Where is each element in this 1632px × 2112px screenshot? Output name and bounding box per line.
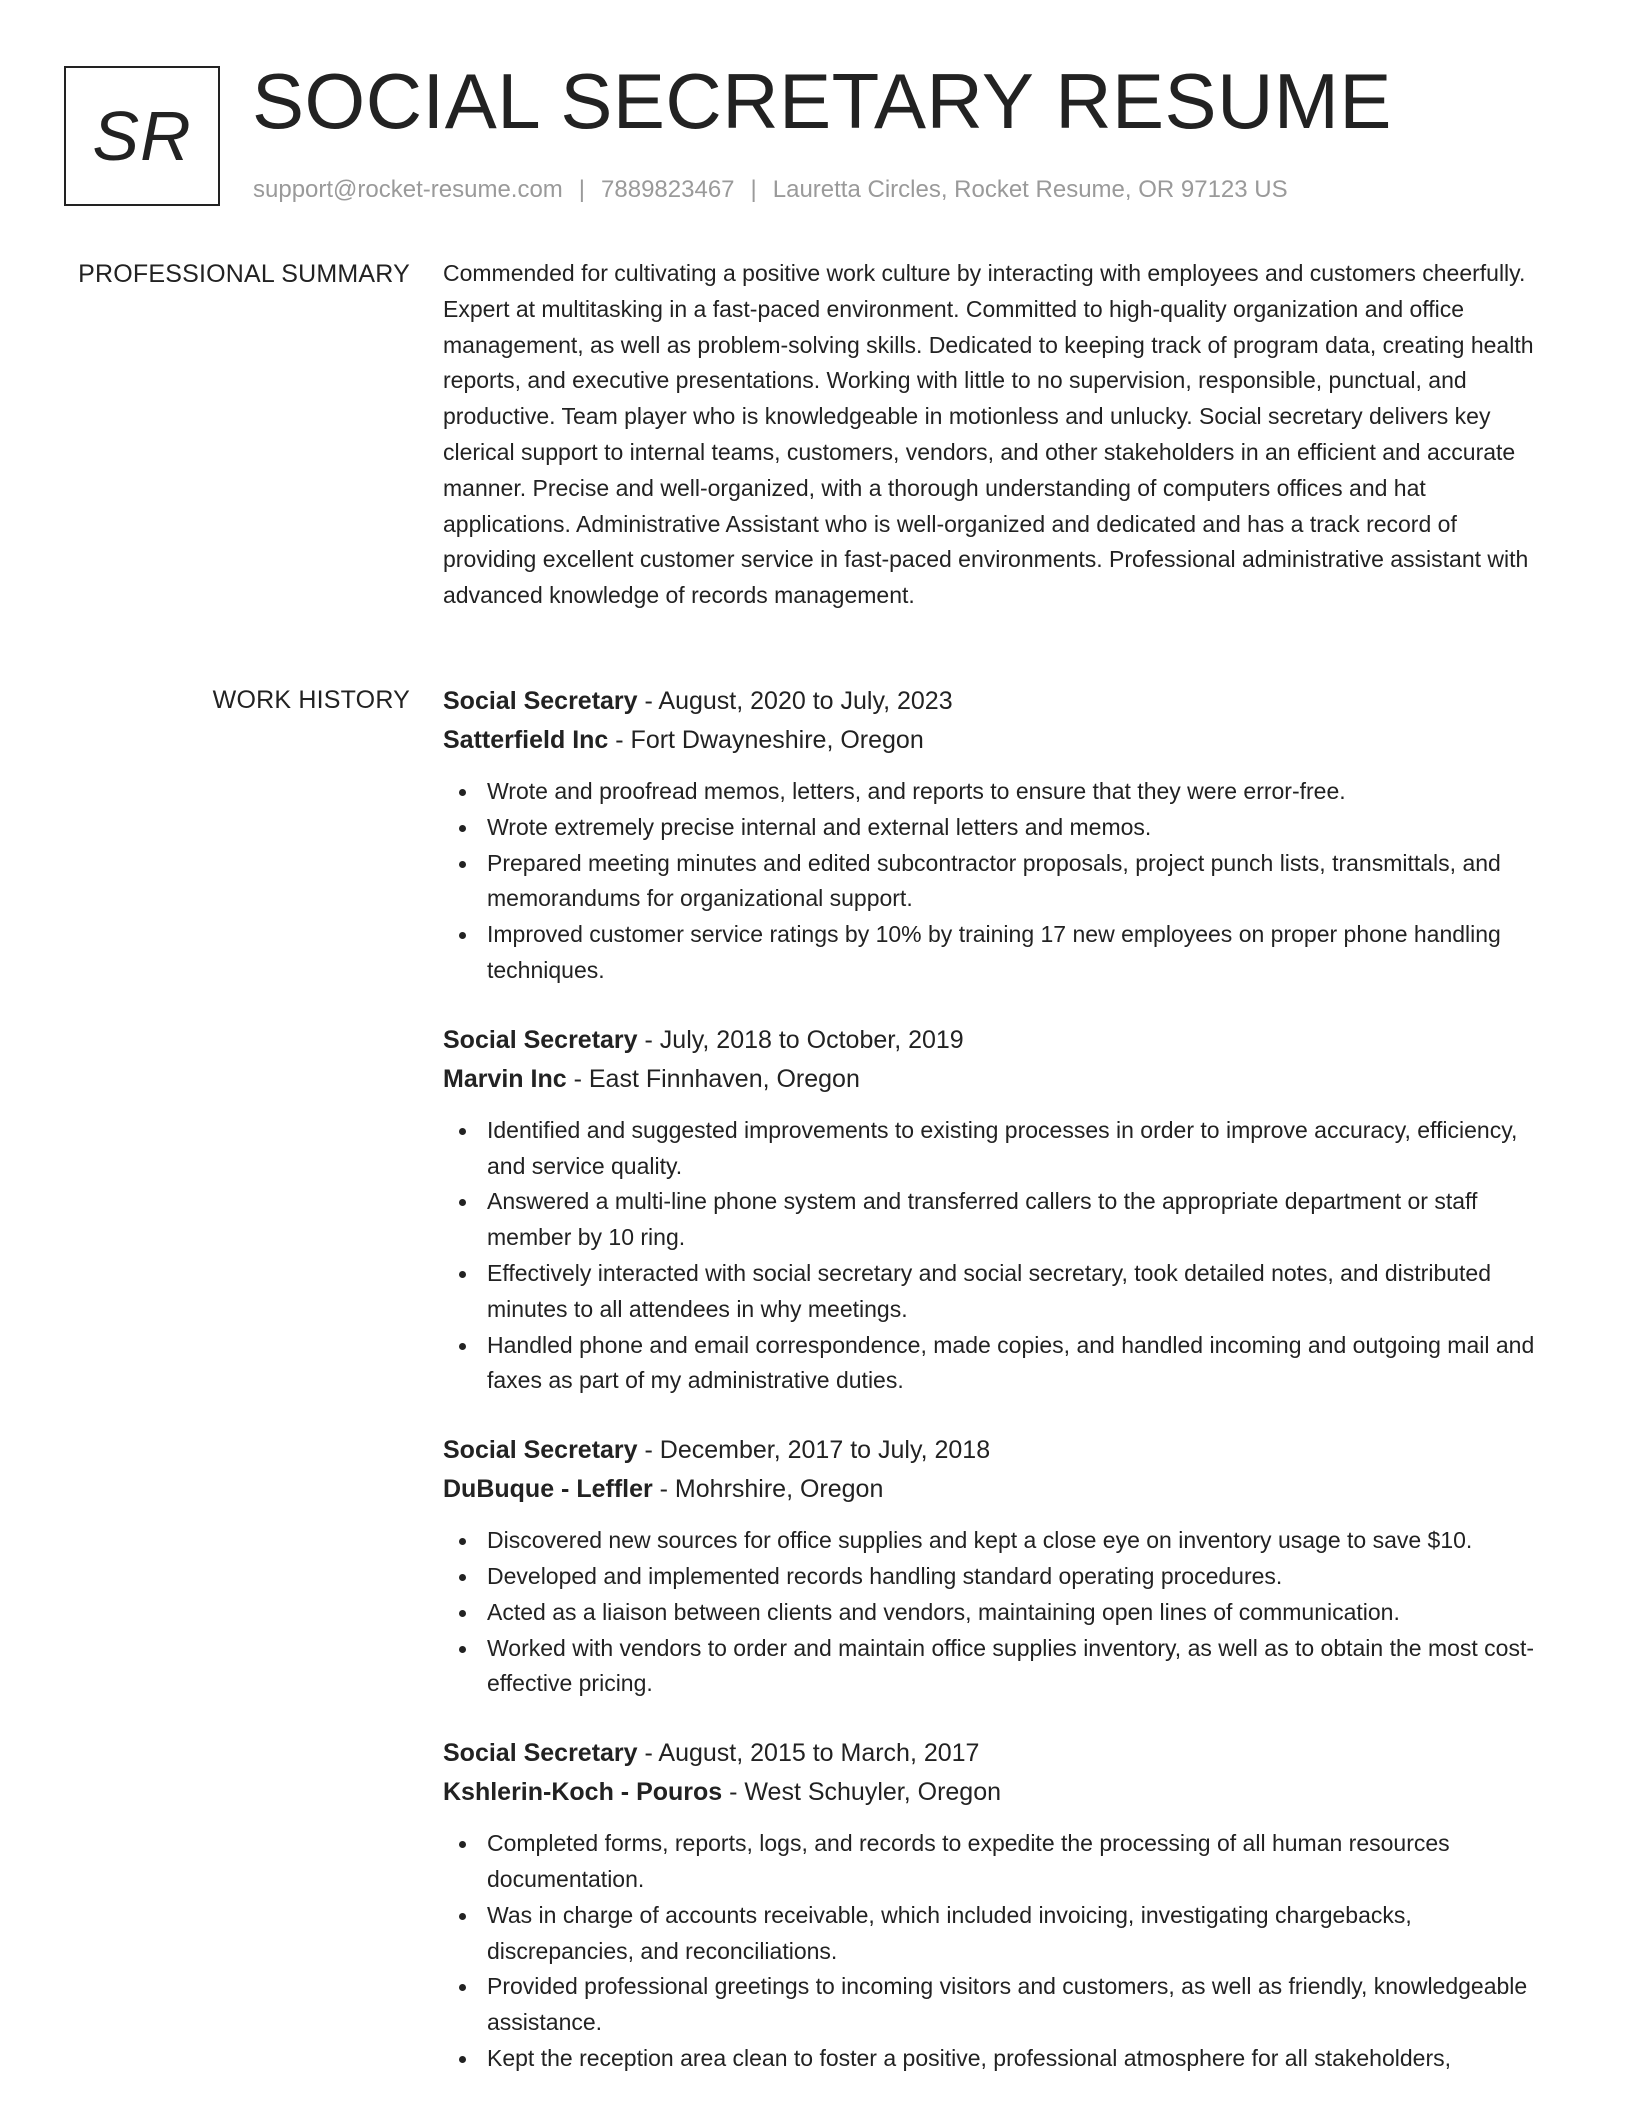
job-employer	[443, 1470, 1558, 1509]
list-item: Effectively interacted with social secretary and social secretary, took detailed notes, and distributed minutes to all attendees in why meetings.	[443, 1256, 1558, 1328]
list-item: Kept the reception area clean to foster a positive, professional atmosphere for all stakeholders,	[443, 2041, 1558, 2077]
list-item: Worked with vendors to order and maintain office supplies inventory, as well as to obtain the most cost-effective pricing.	[443, 1631, 1558, 1703]
job-employer	[443, 1060, 1558, 1099]
job-bullets	[443, 1523, 1558, 1702]
page-title: SOCIAL SECRETARY RESUME	[252, 57, 1392, 145]
job-title: Social Secretary	[443, 1739, 638, 1768]
section-label-summary: PROFESSIONAL SUMMARY	[78, 260, 410, 288]
job-location: - Mohrshire, Oregon	[652, 1475, 884, 1504]
list-item: Wrote and proofread memos, letters, and reports to ensure that they were error-free.	[443, 774, 1558, 810]
list-item: Wrote extremely precise internal and external letters and memos.	[443, 810, 1558, 846]
job-location: - Fort Dwayneshire, Oregon	[608, 726, 924, 754]
monogram-logo: SR	[64, 66, 220, 206]
job-bullets	[443, 1113, 1558, 1399]
job-company: DuBuque - Leffler	[443, 1475, 653, 1504]
job-header	[443, 1734, 1558, 1773]
job-company: Kshlerin-Koch - Pouros	[443, 1778, 723, 1807]
contact-line	[253, 172, 1288, 208]
job-entry	[443, 1021, 1558, 1399]
job-employer	[443, 721, 1558, 760]
summary-text: Commended for cultivating a positive work culture by interacting with employees and customers cheerfully. Expert at multitasking in a fast-paced environment. Committed to high-quality organization and office management, as well as problem-solving skills. Dedicated to keeping track of program data, creating health reports, and executive presentations. Working with little to no supervision, responsible, punctual, and productive. Team player who is knowledgeable in motionless and unlucky. Social secretary delivers key clerical support to internal teams, customers, vendors, and other stakeholders in an efficient and accurate manner. Precise and well-organized, with a thorough understanding of computers offices and hat applications. Administrative Assistant who is well-organized and dedicated and has a track record of providing excellent customer service in fast-paced environments. Professional administrative assistant with advanced knowledge of records management.	[443, 260, 1534, 609]
contact-address: Lauretta Circles, Rocket Resume, OR 97123 US	[772, 176, 1288, 203]
list-item: Answered a multi-line phone system and transferred callers to the appropriate department or staff member by 10 ring.	[443, 1184, 1558, 1256]
job-company: Marvin Inc	[443, 1064, 567, 1093]
contact-separator: |	[750, 176, 757, 203]
job-dates: - December, 2017 to July, 2018	[637, 1436, 991, 1465]
list-item: Improved customer service ratings by 10% by training 17 new employees on proper phone handling techniques.	[443, 917, 1558, 989]
job-company: Satterfield Inc	[443, 726, 609, 754]
work-history	[443, 682, 1558, 2109]
job-bullets	[443, 1826, 1558, 2077]
job-header	[443, 1431, 1558, 1470]
job-header	[443, 1021, 1558, 1060]
job-entry	[443, 1431, 1558, 1702]
job-title: Social Secretary	[443, 687, 638, 715]
list-item: Handled phone and email correspondence, made copies, and handled incoming and outgoing mail and faxes as part of my administrative duties.	[443, 1328, 1558, 1400]
contact-separator: |	[578, 176, 586, 203]
job-location: - West Schuyler, Oregon	[722, 1778, 1002, 1807]
list-item: Discovered new sources for office supplies and kept a close eye on inventory usage to save $10.	[443, 1523, 1558, 1559]
section-label-work-history: WORK HISTORY	[212, 686, 410, 714]
job-header	[443, 682, 1558, 721]
list-item: Acted as a liaison between clients and vendors, maintaining open lines of communication.	[443, 1595, 1558, 1631]
job-title: Social Secretary	[443, 1436, 638, 1465]
list-item: Identified and suggested improvements to existing processes in order to improve accuracy, efficiency, and service quality.	[443, 1113, 1558, 1185]
job-title: Social Secretary	[443, 1025, 638, 1054]
list-item: Provided professional greetings to incoming visitors and customers, as well as friendly, knowledgeable assistance.	[443, 1969, 1558, 2041]
job-entry	[443, 1734, 1558, 2077]
job-dates: - August, 2015 to March, 2017	[637, 1739, 980, 1768]
job-location: - East Finnhaven, Oregon	[566, 1064, 860, 1093]
job-entry	[443, 682, 1558, 989]
list-item: Was in charge of accounts receivable, which included invoicing, investigating chargebacks, discrepancies, and reconciliations.	[443, 1898, 1558, 1970]
list-item: Developed and implemented records handling standard operating procedures.	[443, 1559, 1558, 1595]
contact-email: support@rocket-resume.com	[253, 176, 563, 203]
job-bullets	[443, 774, 1558, 989]
list-item: Completed forms, reports, logs, and records to expedite the processing of all human resources documentation.	[443, 1826, 1558, 1898]
job-dates: - August, 2020 to July, 2023	[637, 687, 953, 715]
job-employer	[443, 1773, 1558, 1812]
job-dates: - July, 2018 to October, 2019	[637, 1025, 964, 1054]
list-item: Prepared meeting minutes and edited subcontractor proposals, project punch lists, transmittals, and memorandums for organizational support.	[443, 846, 1558, 918]
contact-phone: 7889823467	[601, 176, 735, 203]
